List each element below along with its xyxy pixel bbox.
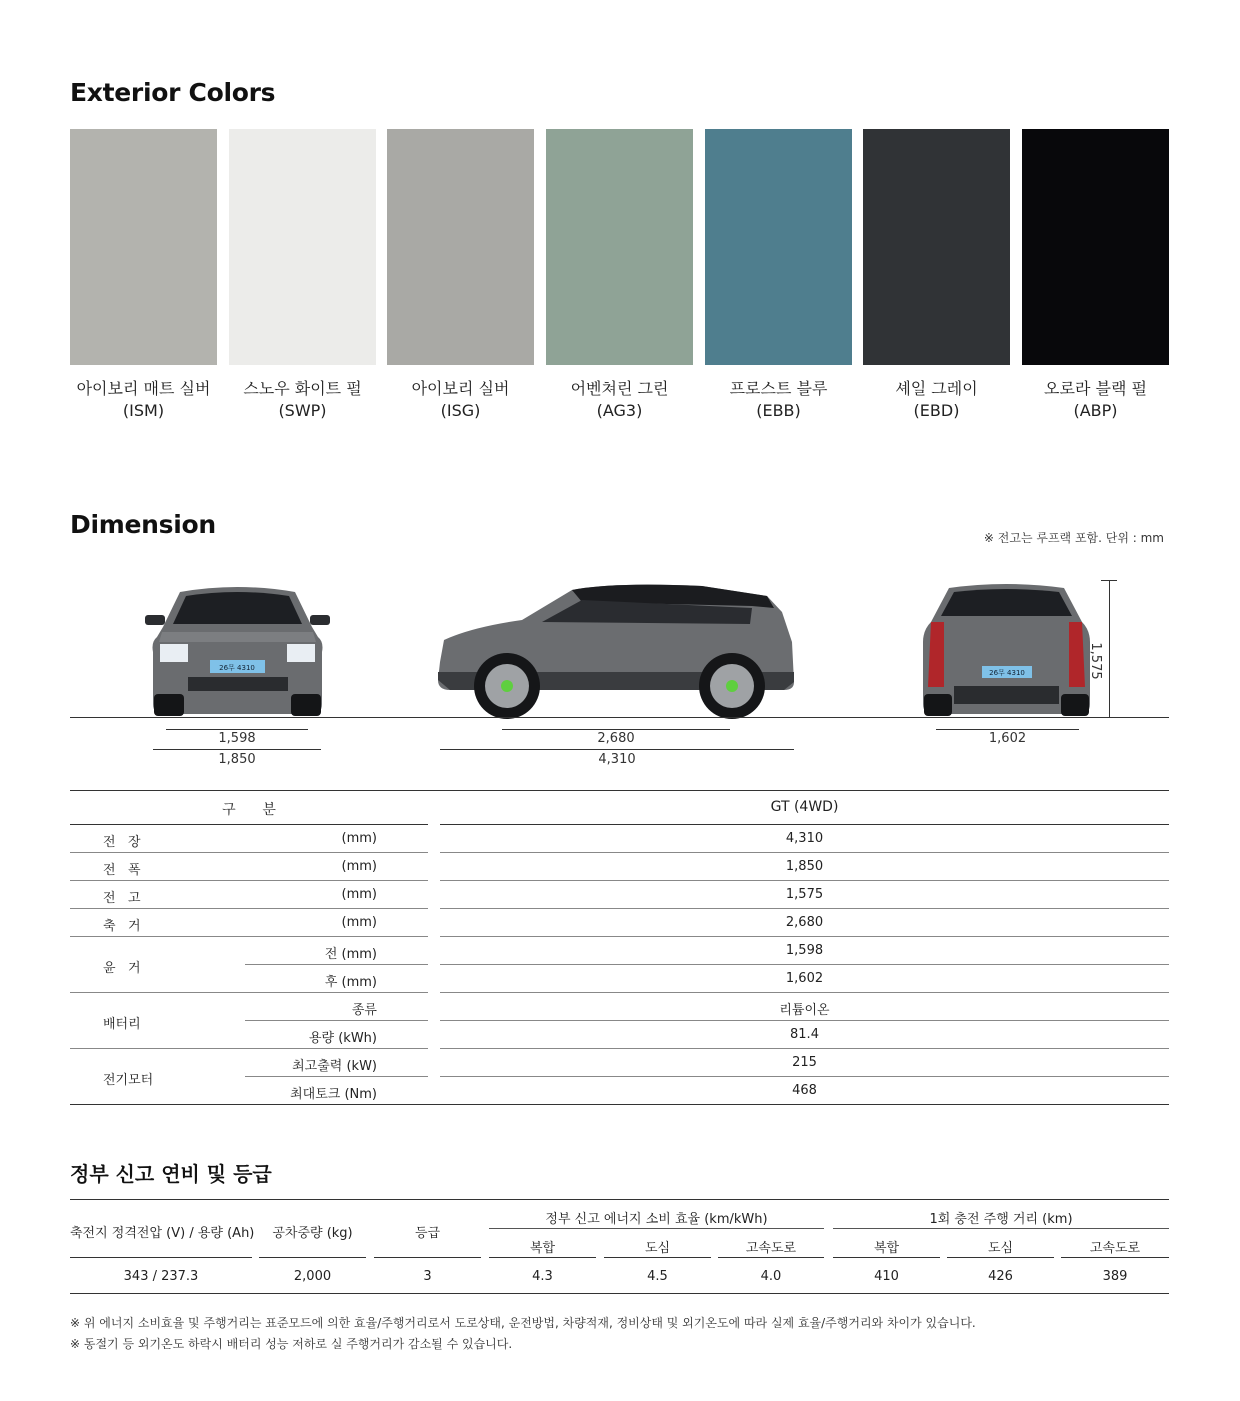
fuel-col-weight: 공차중량 (kg)	[272, 1226, 353, 1241]
color-code: (ISM)	[122, 401, 165, 420]
spec-row-value: 215	[792, 1055, 817, 1070]
spec-row-sub-label: (mm)	[341, 915, 377, 930]
spec-row-sub-label: 후 (mm)	[324, 975, 377, 990]
spec-row-sub-label: 최고출력 (kW)	[292, 1059, 377, 1074]
width-line	[153, 749, 321, 750]
color-option[interactable]	[546, 129, 693, 422]
front-track-label: 1,598	[218, 731, 256, 746]
rear-track-line	[936, 729, 1079, 730]
height-label: 1,575	[1088, 642, 1103, 680]
color-name-label	[1022, 378, 1169, 422]
fuel-value-range-city: 426	[988, 1269, 1013, 1284]
front-plate-text: 26무 4310	[219, 664, 255, 672]
fuel-value-range-highway: 389	[1102, 1269, 1128, 1284]
spec-row-group-label: 배터리	[103, 1017, 141, 1032]
fuel-value-weight: 2,000	[293, 1269, 332, 1284]
color-code: (EBD)	[913, 401, 960, 420]
length-line	[440, 749, 794, 750]
color-name: 스노우 화이트 펄	[243, 379, 362, 398]
spec-row-value: 1,602	[785, 971, 824, 986]
spec-row-sub-label: 최대토크 (Nm)	[290, 1087, 377, 1102]
color-name: 어벤쳐린 그린	[570, 379, 669, 398]
spec-row-group-label: 윤 거	[103, 961, 141, 976]
spec-row-value: 1,850	[785, 859, 824, 874]
color-name-label	[387, 378, 534, 422]
color-swatch[interactable]	[387, 129, 534, 365]
car-front-view-image	[140, 582, 335, 720]
spec-row-value: 468	[792, 1083, 817, 1098]
color-code: (EBB)	[756, 401, 801, 420]
color-name: 오로라 블랙 펄	[1044, 379, 1147, 398]
fuel-value-grade: 3	[423, 1269, 432, 1284]
spec-row-sub-label: 전 (mm)	[324, 947, 377, 962]
color-code: (ABP)	[1073, 401, 1118, 420]
color-name: 아이보리 실버	[411, 379, 510, 398]
color-name: 프로스트 블루	[729, 379, 828, 398]
spec-row-sub-label: (mm)	[341, 859, 377, 874]
color-swatch[interactable]	[546, 129, 693, 365]
exterior-colors-title: Exterior Colors	[70, 78, 276, 107]
fuel-sub-eff-city: 도심	[644, 1241, 671, 1256]
color-swatch[interactable]	[1022, 129, 1169, 365]
color-name-label	[229, 378, 376, 422]
rear-plate-text: 26무 4310	[989, 669, 1025, 677]
spec-row-group-label: 축 거	[103, 919, 141, 934]
color-name-label	[863, 378, 1010, 422]
color-name-label	[70, 378, 217, 422]
color-option[interactable]	[70, 129, 217, 422]
spec-row-value: 2,680	[785, 915, 824, 930]
rear-track-label: 1,602	[988, 731, 1027, 746]
color-swatch[interactable]	[863, 129, 1010, 365]
car-side-view-image	[432, 582, 800, 720]
front-track-line	[166, 729, 308, 730]
color-name: 아이보리 매트 실버	[76, 379, 211, 398]
color-swatch[interactable]	[229, 129, 376, 365]
spec-row-group-label: 전 폭	[103, 863, 141, 878]
color-swatch[interactable]	[70, 129, 217, 365]
fuel-sub-range-city: 도심	[987, 1241, 1014, 1256]
wheelbase-label: 2,680	[597, 731, 635, 746]
spec-header-left: 구 분	[222, 802, 276, 818]
color-code: (SWP)	[278, 401, 327, 420]
fuel-col-grade: 등급	[414, 1226, 441, 1241]
fuel-title: 정부 신고 연비 및 등급	[70, 1162, 272, 1186]
fuel-value-eff-highway: 4.0	[760, 1269, 782, 1284]
color-option[interactable]	[387, 129, 534, 422]
spec-row-sub-label: (mm)	[341, 887, 377, 902]
length-label: 4,310	[598, 752, 636, 767]
spec-row-value: 1,575	[785, 887, 824, 902]
fuel-group-range: 1회 충전 주행 거리 (km)	[929, 1212, 1073, 1227]
fuel-value-voltage: 343 / 237.3	[123, 1269, 199, 1284]
color-option[interactable]	[705, 129, 852, 422]
spec-row-sub-label: (mm)	[341, 831, 377, 846]
fuel-group-efficiency: 정부 신고 에너지 소비 효율 (km/kWh)	[545, 1212, 768, 1227]
fuel-value-range-combined: 410	[874, 1269, 899, 1284]
height-dimension-line	[1109, 580, 1110, 717]
dimension-unit-note: ※ 전고는 루프랙 포함. 단위 : mm	[983, 531, 1164, 545]
spec-header-right: GT (4WD)	[770, 799, 839, 815]
ground-line	[70, 717, 1169, 718]
color-name: 셰일 그레이	[895, 379, 978, 398]
spec-row-value: 4,310	[785, 831, 824, 846]
fuel-sub-eff-highway: 고속도로	[745, 1241, 797, 1256]
height-dimension-tick	[1101, 580, 1117, 581]
spec-row-value: 1,598	[785, 943, 824, 958]
dimension-title: Dimension	[70, 510, 216, 539]
fuel-sub-eff-combined: 복합	[529, 1241, 556, 1256]
color-option[interactable]	[863, 129, 1010, 422]
spec-row-value: 리튬이온	[779, 1003, 830, 1018]
fuel-sub-range-highway: 고속도로	[1089, 1241, 1141, 1256]
spec-row-sub-label: 종류	[351, 1003, 377, 1018]
fuel-footnote-2: ※ 동절기 등 외기온도 하락시 배터리 성능 저하로 실 주행거리가 감소될 수 있습니다.	[70, 1337, 513, 1351]
color-code: (ISG)	[440, 401, 481, 420]
spec-row-group-label: 전기모터	[103, 1073, 154, 1088]
spec-row-sub-label: 용량 (kWh)	[308, 1031, 377, 1046]
width-label: 1,850	[218, 752, 256, 767]
spec-row-value: 81.4	[790, 1027, 819, 1042]
wheelbase-line	[502, 729, 730, 730]
car-rear-view-image	[914, 582, 1099, 720]
fuel-col-voltage: 축전지 정격전압 (V) / 용량 (Ah)	[70, 1226, 255, 1241]
fuel-value-eff-combined: 4.3	[532, 1269, 553, 1284]
spec-row-group-label: 전 장	[103, 835, 141, 850]
color-code: (AG3)	[596, 401, 643, 420]
fuel-footnote-1: ※ 위 에너지 소비효율 및 주행거리는 표준모드에 의한 효율/주행거리로서 도로상태, 운전방법, 차량적재, 정비상태 및 외기온도에 따라 실제 효율/주행거리와 차이가 있습니다.	[70, 1316, 976, 1330]
color-option[interactable]	[229, 129, 376, 422]
color-swatch[interactable]	[705, 129, 852, 365]
color-name-label	[705, 378, 852, 422]
color-option[interactable]	[1022, 129, 1169, 422]
spec-row-group-label: 전 고	[103, 891, 141, 906]
fuel-sub-range-combined: 복합	[873, 1241, 900, 1256]
color-name-label	[546, 378, 693, 422]
fuel-value-eff-city: 4.5	[647, 1269, 668, 1284]
